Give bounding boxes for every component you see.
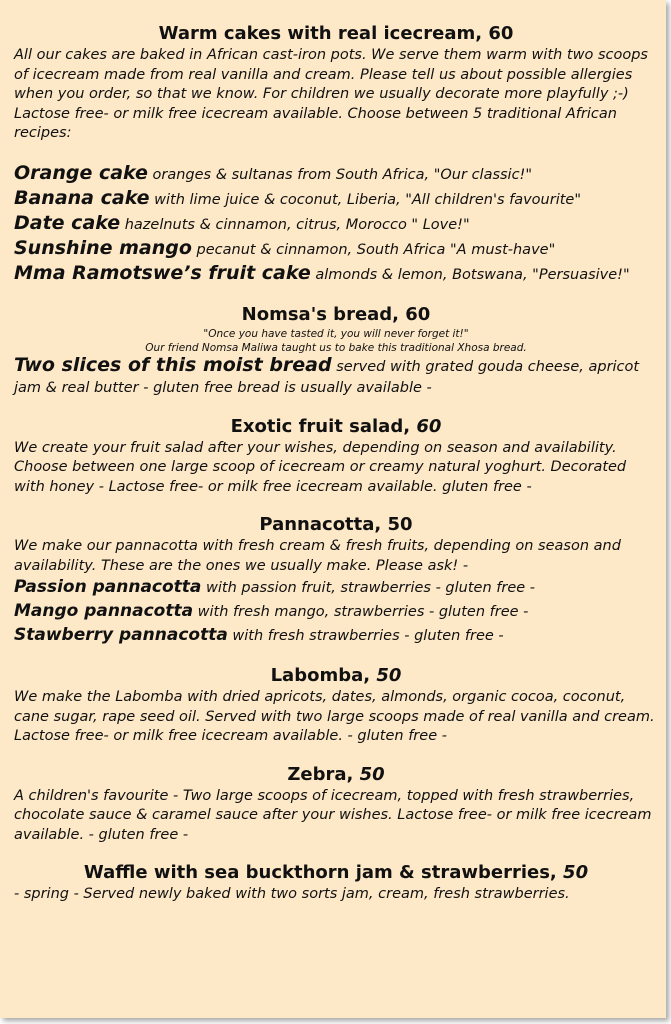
cake-item-detail: almonds & lemon, Botswana, "Persuasive!" [310, 266, 630, 283]
cake-item [14, 162, 658, 187]
zebra-title-text: Zebra, [287, 763, 360, 785]
section-bread [14, 303, 658, 399]
labomba-title-text: Labomba, [270, 665, 377, 686]
fruit-price: 60 [416, 415, 442, 437]
zebra-price: 50 [359, 763, 385, 785]
section-fruit-salad [14, 415, 658, 498]
labomba-price: 50 [376, 665, 402, 686]
cake-item-name: Mma Ramotswe’s fruit cake [14, 261, 311, 284]
panna-item [14, 600, 658, 624]
waffle-title [14, 861, 658, 885]
bread-story: Our friend Nomsa Maliwa taught us to bake this traditional Xhosa bread. [145, 341, 527, 354]
fruit-title [14, 415, 658, 439]
fruit-title-text: Exotic fruit salad, [230, 415, 417, 437]
panna-item-name: Mango pannacotta [14, 601, 194, 621]
cake-item-name: Orange cake [14, 161, 148, 184]
cake-item-name: Sunshine mango [14, 236, 192, 259]
zebra-title [14, 763, 658, 787]
zebra-description: A children's favourite - Two large scoops of icecream, topped with fresh strawberries, chocolate sauce & caramel sauce after your wishes. Lactose free- or milk free icecream available. - gluten free - [14, 787, 652, 843]
bread-quote: "Once you have tasted it, you will never forget it!" [203, 327, 469, 340]
panna-title-text: Pannacotta, [259, 514, 388, 535]
cakes-description: All our cakes are baked in African cast-iron pots. We serve them warm with two scoops of icecream made from real vanilla and cream. Please tell us about possible allergies when you order, so that we know. For children we usually decorate more playfully ;-) Lactose free- or milk free icecream available. Choose between 5 traditional African recipes: [14, 47, 648, 141]
panna-item-detail: with passion fruit, strawberries - gluten free - [201, 580, 536, 596]
panna-item [14, 624, 658, 648]
labomba-description: We make the Labomba with dried apricots, dates, almonds, organic cocoa, coconut, cane sugar, rape seed oil. Served with two large scoops made of real vanilla and cream. Lactose free- or milk free icecream available. - gluten free - [14, 689, 655, 744]
cake-item-name: Banana cake [14, 186, 150, 209]
waffle-description: - spring - Served newly baked with two sorts jam, cream, fresh strawberries. [14, 886, 570, 902]
cake-item-name: Date cake [14, 211, 121, 234]
section-zebra [14, 763, 658, 846]
cake-item [14, 187, 658, 212]
cake-item-detail: pecanut & cinnamon, South Africa "A must-have" [191, 241, 556, 258]
waffle-price: 50 [563, 862, 589, 883]
cake-item [14, 212, 658, 237]
cake-item-detail: with lime juice & coconut, Liberia, "All children's favourite" [149, 191, 581, 208]
panna-item-name: Stawberry pannacotta [14, 625, 228, 645]
section-pannacotta [14, 513, 658, 648]
cake-item [14, 262, 658, 287]
section-cakes [14, 22, 658, 287]
section-waffle [14, 861, 658, 905]
cake-item-detail: oranges & sultanas from South Africa, "Our classic!" [147, 166, 533, 183]
panna-item-detail: with fresh strawberries - gluten free - [227, 628, 504, 644]
panna-title [14, 513, 658, 537]
bread-title: Nomsa's bread, 60 [241, 303, 431, 325]
bread-item-name: Two slices of this moist bread [14, 353, 332, 376]
panna-item-detail: with fresh mango, strawberries - gluten free - [193, 604, 529, 620]
panna-item-name: Passion pannacotta [14, 577, 202, 597]
cakes-title: Warm cakes with real icecream, 60 [158, 23, 514, 44]
waffle-title-text: Waffle with sea buckthorn jam & strawberries, [83, 862, 564, 883]
panna-price: 50 [387, 514, 413, 535]
bread-item-detail: served with grated gouda cheese, apricot jam & real butter - gluten free bread is usually available - [14, 358, 640, 396]
cake-item [14, 237, 658, 262]
fruit-description: We create your fruit salad after your wishes, depending on season and availability. Choose between one large scoop of icecream or creamy natural yoghurt. Decorated with honey - Lactose free- or milk free icecream available. gluten free - [14, 439, 627, 495]
bread-item [14, 355, 658, 399]
panna-item [14, 576, 658, 600]
cake-item-detail: hazelnuts & cinnamon, citrus, Morocco " Love!" [120, 216, 470, 233]
labomba-title [14, 664, 658, 688]
section-labomba [14, 664, 658, 747]
panna-description: We make our pannacotta with fresh cream & fresh fruits, depending on season and availability. These are the ones we usually make. Please ask! - [14, 538, 621, 574]
